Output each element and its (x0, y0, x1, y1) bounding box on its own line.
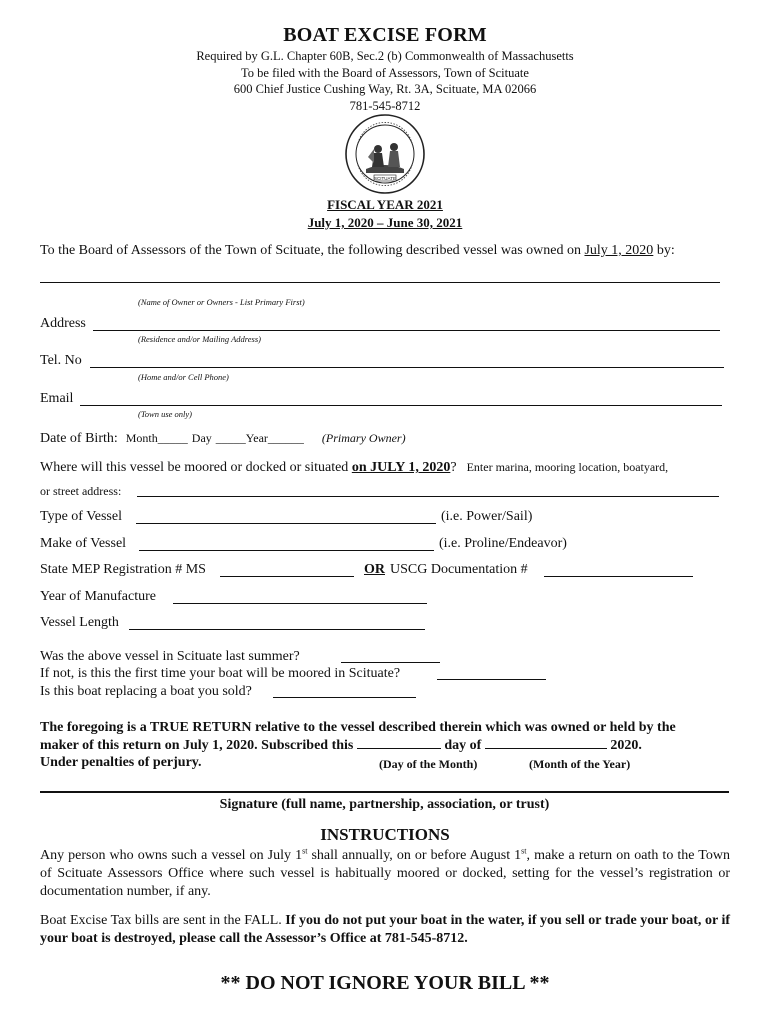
address-field[interactable] (93, 330, 720, 331)
intro-sentence (40, 243, 675, 259)
month-of-year-hint: (Month of the Year) (529, 757, 631, 771)
subscribed-month-field[interactable] (485, 738, 607, 749)
fiscal-block (0, 196, 770, 232)
or-label: OR (364, 562, 385, 577)
uscg-field[interactable] (544, 576, 693, 577)
dob-row (40, 429, 406, 447)
manufacture-year-field[interactable] (173, 603, 427, 604)
street-address-field[interactable] (137, 496, 719, 497)
vessel-make-field[interactable] (139, 550, 434, 551)
header-line-address: 600 Chief Justice Cushing Way, Rt. 3A, Scituate, MA 02066 (233, 82, 537, 96)
intro-date: July 1, 2020 (584, 243, 654, 258)
vessel-type-hint: (i.e. Power/Sail) (441, 509, 533, 524)
vessel-type-field[interactable] (136, 523, 436, 524)
tel-label: Tel. No (40, 353, 82, 368)
dob-year-field[interactable]: ______ (267, 431, 304, 445)
mep-label: State MEP Registration # MS (40, 562, 206, 577)
question-replacing: Is this boat replacing a boat you sold? (40, 684, 252, 699)
dob-day-field[interactable]: _____ (215, 431, 246, 445)
form-title: BOAT EXCISE FORM (283, 24, 487, 46)
vessel-type-label: Type of Vessel (40, 509, 122, 524)
header-address-block (0, 48, 770, 114)
address-label: Address (40, 316, 86, 331)
dob-label: Date of Birth: (40, 431, 118, 446)
tel-field[interactable] (90, 367, 724, 368)
dob-year-label: Year (245, 431, 268, 445)
manufacture-year-label: Year of Manufacture (40, 589, 156, 604)
fiscal-period: July 1, 2020 – June 30, 2021 (307, 215, 463, 230)
vessel-length-field[interactable] (129, 629, 425, 630)
instructions-p1-part-a: Any person who owns such a vessel on July 1 (40, 848, 303, 863)
email-hint: (Town use only) (138, 409, 192, 419)
header-line-phone: 781-545-8712 (349, 98, 421, 113)
address-hint: (Residence and/or Mailing Address) (138, 334, 261, 344)
moored-date: on JULY 1, 2020 (351, 460, 451, 475)
subscribed-day-field[interactable] (357, 738, 441, 749)
instructions-p1-sup-2: st (521, 846, 527, 856)
moored-question-end: ? (450, 460, 457, 475)
dob-note: (Primary Owner) (321, 431, 406, 445)
owner-name-hint: (Name of Owner or Owners - List Primary First) (138, 297, 305, 307)
email-field[interactable] (80, 405, 722, 406)
question-last-summer: Was the above vessel in Scituate last summer? (40, 649, 300, 664)
fiscal-year: FISCAL YEAR 2021 (327, 197, 443, 212)
intro-text-end: by: (653, 243, 675, 258)
instructions-title: INSTRUCTIONS (320, 825, 450, 844)
question-first-time: If not, is this the first time your boat will be moored in Scituate? (40, 666, 401, 681)
dob-day-label: Day (191, 431, 212, 445)
form-header (0, 24, 770, 47)
owner-name-field[interactable] (40, 282, 720, 283)
mep-field[interactable] (220, 576, 354, 577)
declaration-line-3: Under penalties of perjury. (40, 755, 202, 770)
instructions-p1-part-b: shall annually, on or before August 1 (307, 848, 522, 863)
replacing-answer-field[interactable] (273, 697, 416, 698)
instructions-paragraph-2 (40, 912, 730, 948)
first-time-answer-field[interactable] (437, 679, 546, 680)
signature-label: Signature (full name, partnership, association, or trust) (219, 797, 550, 812)
do-not-ignore-warning: ** DO NOT IGNORE YOUR BILL ** (220, 972, 550, 994)
instructions-p1-sup-1: st (302, 846, 308, 856)
header-line-board: To be filed with the Board of Assessors, Town of Scituate (241, 65, 529, 80)
declaration-day-of-text: day of (440, 738, 485, 753)
tel-hint: (Home and/or Cell Phone) (138, 372, 229, 382)
instructions-p2-part-a: Boat Excise Tax bills are sent in the FALL. (40, 913, 282, 928)
uscg-label: USCG Documentation # (390, 562, 528, 577)
vessel-make-hint: (i.e. Proline/Endeavor) (439, 536, 567, 551)
declaration-line-2 (40, 738, 642, 754)
moored-question-row (40, 458, 668, 476)
intro-text: To the Board of Assessors of the Town of Scituate, the following described vessel was owned on (40, 243, 585, 258)
vessel-make-label: Make of Vessel (40, 536, 127, 551)
dob-month-field[interactable]: _____ (157, 431, 188, 445)
dob-month-label: Month (125, 431, 158, 445)
moored-hint: Enter marina, mooring location, boatyard, (466, 460, 669, 474)
last-summer-answer-field[interactable] (341, 662, 440, 663)
email-label: Email (40, 391, 74, 406)
declaration-subscribed-text: maker of this return on July 1, 2020. Subscribed this (40, 738, 357, 753)
vessel-length-label: Vessel Length (40, 615, 119, 630)
town-seal-icon (344, 113, 426, 195)
declaration-line-1: The foregoing is a TRUE RETURN relative to the vessel described therein which was owned or held by the (40, 720, 676, 735)
seal-text: SCITUATE (374, 176, 396, 181)
instructions-p2-part-b: If you do not put your boat in the water, if you sell or trade your boat, or if your boat is destroyed, please call the Assessor’s Office at 781-545-8712. (40, 913, 730, 946)
street-address-label: or street address: (40, 484, 122, 498)
day-of-month-hint: (Day of the Month) (379, 757, 478, 771)
signature-line[interactable] (40, 791, 729, 793)
moored-question: Where will this vessel be moored or docked or situated (40, 460, 352, 475)
instructions-paragraph-1 (40, 847, 730, 901)
instructions-p1-part-c: , make a return on oath to the Town of Scituate Assessors Office where such vessel is habitually moored or docked, setting for the vessel’s registration or documentation number, if any. (40, 848, 730, 899)
header-line-statute: Required by G.L. Chapter 60B, Sec.2 (b) Commonwealth of Massachusetts (196, 49, 574, 63)
declaration-year-text: 2020. (606, 738, 642, 753)
